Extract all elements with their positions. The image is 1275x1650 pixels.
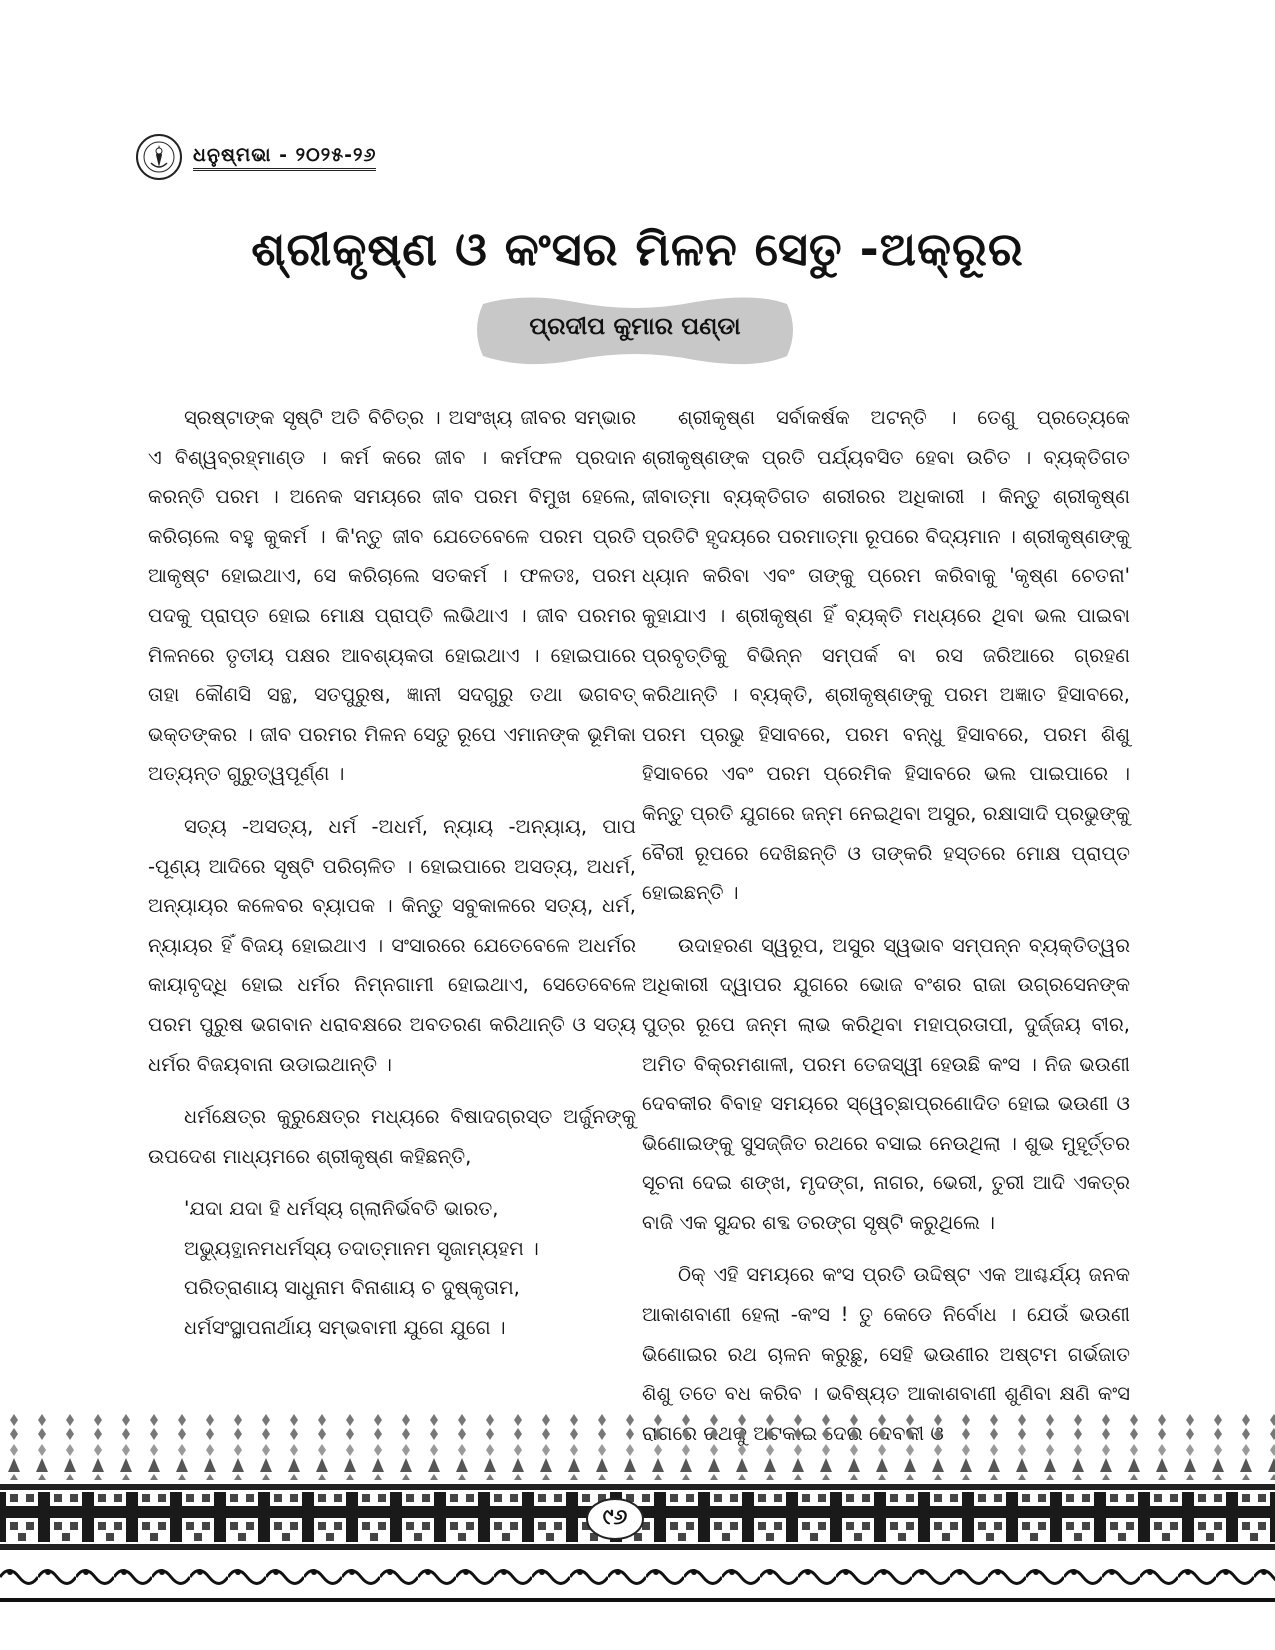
running-title: ଧନୁଷ୍ମଭା - ୨୦୨୫-୨୬ — [193, 144, 376, 171]
gita-verse — [184, 1189, 636, 1347]
paragraph: ଧର୍ମକ୍ଷେତ୍ର କୁରୁକ୍ଷେତ୍ର ମଧ୍ୟରେ ବିଷାଦଗ୍ରସ୍ତ ଅର୍ଜୁନଙ୍କୁ ଉପଦେଶ ମାଧ୍ୟମରେ ଶ୍ରୀକୃଷ୍ଣ କହିଛନ୍ତି, — [148, 1105, 636, 1168]
author-banner — [465, 290, 805, 372]
paragraph: ଠିକ୍ ଏହି ସମୟରେ କଂସ ପ୍ରତି ଉଦ୍ଦିଷ୍ଟ ଏକ ଆଶ୍ଚର୍ଯ୍ୟ ଜନକ ଆକାଶବାଣୀ ହେଲା -କଂସ ! ତୁ କେଡେ ନିର୍ବୋଧ । ଯେଉଁ ଭଉଣୀ ଭିଣୋଇର ରଥ ଚାଳନ କରୁଛୁ, ସେହି ଭଉଣୀର ଅଷ୍ଟମ ଗର୍ଭଜାତ ଶିଶୁ ତତେ ବଧ କରିବ । ଭବିଷ୍ୟତ ଆକାଶବାଣୀ ଶୁଣିବା କ୍ଷଣି କଂସ — [642, 1263, 1130, 1406]
article-title: ଶ୍ରୀକୃଷ୍ଣ ଓ କଂସର ମିଳନ ସେତୁ -ଅକ୍ରୂର — [251, 222, 1024, 276]
verse-line: ପରିତ୍ରାଣାୟ ସାଧୁନାମ ବିନାଶାୟ ଚ ଦୁଷ୍କୃତାମ, — [184, 1276, 520, 1300]
author-name: ପ୍ରଦୀପ କୁମାର ପଣ୍ଡା — [529, 312, 741, 340]
page-number: ୯୬ — [602, 1505, 628, 1530]
seal-logo-icon — [135, 133, 183, 181]
left-column — [148, 398, 636, 1348]
right-column — [642, 398, 1130, 1466]
page-header — [135, 132, 376, 182]
verse-line: ଧର୍ମସଂସ୍ଥାପନାର୍ଥାୟ ସମ୍ଭବାମୀ ଯୁଗେ ଯୁଗେ । — [184, 1316, 506, 1340]
page-number-badge — [585, 1497, 645, 1541]
paragraph: ସ୍ରଷ୍ଟାଙ୍କ ସୃଷ୍ଟି ଅତି ବିଚିତ୍ର । ଅସଂଖ୍ୟ ଜୀବର ସମ୍ଭାର ଏ ବିଶ୍ୱବ୍ରହ୍ମାଣ୍ଡ । କର୍ମ କରେ ଜୀବ । କର୍ମଫଳ ପ୍ରଦାନ କରନ୍ତି ପରମ । ଅନେକ ସମୟରେ ଜୀବ ପରମ ବିମୁଖ ହେଲେ, କରିଚାଲେ ବହୁ କୁକର୍ମ । କି'ନ୍ତୁ ଜୀବ ଯେତେବେଳେ ପରମ ପ୍ରତି ଆକୃଷ୍ଟ ହୋଇଥାଏ, ସେ କରିଚାଲେ ସତକର୍ମ । ଫଳତଃ, ପରମ ପଦକୁ ପ୍ରାପ୍ତ ହୋଇ ମୋକ୍ଷ ପ୍ରାପ୍ତି ଲଭିଥାଏ । ଜୀବ ପରମର ମିଳନରେ ତୃତୀୟ ପକ୍ଷର ଆବଶ୍ୟକତା ହୋଇଥାଏ । ହୋଇପାରେ ତାହା କୌଣସି ସନ୍ଥ, ସତପୁରୁଷ, ଜ୍ଞାନୀ ସଦଗୁରୁ ତଥା ଭଗବତ୍ ଭକ୍ତଙ୍କର । ଜୀବ ପରମର ମିଳନ ସେତୁ ରୂପେ ଏମାନଙ୍କ ଭୂମିକା ଅତ୍ୟନ୍ତ ଗୁରୁତ୍ୱପୂର୍ଣ୍ଣ । — [148, 406, 636, 786]
verse-line: ଅଭ୍ୟୁତ୍ଥାନମଧର୍ମସ୍ୟ ତଦାତ୍ମାନମ ସୃଜାମ୍ୟହମ । — [184, 1236, 539, 1260]
verse-line: 'ଯଦା ଯଦା ହି ଧର୍ମସ୍ୟ ଗ୍ଲାନିର୍ଭବତି ଭାରତ, — [184, 1197, 499, 1221]
paragraph: ଶ୍ରୀକୃଷ୍ଣ ସର୍ବାକର୍ଷକ ଅଟନ୍ତି । ତେଣୁ ପ୍ରତ୍ୟେକେ ଶ୍ରୀକୃଷ୍ଣଙ୍କ ପ୍ରତି ପର୍ଯ୍ୟବସିତ ହେବା ଉଚିତ । ବ୍ୟକ୍ତିଗତ ଜୀବାତ୍ମା ବ୍ୟକ୍ତିଗତ ଶରୀରର ଅଧିକାରୀ । କିନ୍ତୁ ଶ୍ରୀକୃଷ୍ଣ ପ୍ରତିଟି ହୃଦୟରେ ପରମାତ୍ମା ରୂପରେ ବିଦ୍ୟମାନ । ଶ୍ରୀକୃଷ୍ଣଙ୍କୁ ଧ୍ୟାନ କରିବା ଏବଂ ତାଙ୍କୁ ପ୍ରେମ କରିବାକୁ 'କୃଷ୍ଣ ଚେତନା' କୁହାଯାଏ । ଶ୍ରୀକୃଷ୍ଣ ହିଁ ବ୍ୟକ୍ତି ମଧ୍ୟରେ ଥିବା ଭଲ ପାଇବା ପ୍ରବୃତ୍ତିକୁ ବିଭିନ୍ନ ସମ୍ପର୍କ ବା ରସ ଜରିଆରେ ଗ୍ରହଣ କରିଥାନ୍ତି । ବ୍ୟକ୍ତି, ଶ୍ରୀକୃଷ୍ଣଙ୍କୁ ପରମ ଅଜ୍ଞାତ ହିସାବରେ, ପରମ ପ୍ରଭୁ ହିସାବରେ, ପରମ ବନ୍ଧୁ ହିସାବରେ, ପରମ ଶିଶୁ ହିସାବରେ ଏବଂ ପରମ ପ୍ରେମିକ ହିସାବରେ ଭଲ ପାଇପାରେ । କିନ୍ତୁ ପ୍ରତି ଯୁଗରେ ଜନ୍ମ ନେଇଥିବା ଅସୁର, ରକ୍ଷାସାଦି ପ୍ରଭୁଙ୍କୁ ବୈରୀ ରୂପରେ ଦେଖିଛନ୍ତି ଓ ତାଙ୍କରି ହସ୍ତରେ ମୋକ୍ଷ ପ୍ରାପ୍ତ ହୋଇଛନ୍ତି । — [642, 406, 1130, 905]
paragraph: ସତ୍ୟ -ଅସତ୍ୟ, ଧର୍ମ -ଅଧର୍ମ, ନ୍ୟାୟ -ଅନ୍ୟାୟ, ପାପ -ପୂଣ୍ୟ ଆଦିରେ ସୃଷ୍ଟି ପରିଚାଳିତ । ହୋଇପାରେ ଅସତ୍ୟ, ଅଧର୍ମ, ଅନ୍ୟାୟର କଳେବର ବ୍ୟାପକ । କିନ୍ତୁ ସବୁକାଳରେ ସତ୍ୟ, ଧର୍ମ, ନ୍ୟାୟର ହିଁ ବିଜୟ ହୋଇଥାଏ । ସଂସାରରେ ଯେତେବେଳେ ଅଧର୍ମର କାୟାବୃଦ୍ଧି ହୋଇ ଧର୍ମର ନିମ୍ନଗାମୀ ହୋଇଥାଏ, ସେତେବେଳେ ପରମ ପୁରୁଷ ଭଗବାନ ଧରାବକ୍ଷରେ ଅବତରଣ କରିଥାନ୍ତି ଓ ସତ୍ୟ ଧର୍ମର ବିଜୟବାନା ଉଡାଇଥାନ୍ତି । — [148, 814, 636, 1076]
paragraph: ଉଦାହରଣ ସ୍ୱରୂପ, ଅସୁର ସ୍ୱଭାବ ସମ୍ପନ୍ନ ବ୍ୟକ୍ତିତ୍ୱର ଅଧିକାରୀ ଦ୍ୱାପର ଯୁଗରେ ଭୋଜ ବଂଶର ରାଜା ଉଗ୍ରସେନଙ୍କ ପୁତ୍ର ରୂପେ ଜନ୍ମ ଲାଭ କରିଥିବା ମହାପ୍ରତାପୀ, ଦୁର୍ଜ୍ଜୟ ବୀର, ଅମିତ ବିକ୍ରମଶାଳୀ, ପରମ ତେଜସ୍ୱୀ ହେଉଛି କଂସ । ନିଜ ଭଉଣୀ ଦେବକୀର ବିବାହ ସମୟରେ ସ୍ୱେଚ୍ଛାପ୍ରଣୋଦିତ ହୋଇ ଭଉଣୀ ଓ ଭିଣୋଇଙ୍କୁ ସୁସଜ୍ଜିତ ରଥରେ ବସାଇ ନେଉଥିଲା । ଶୁଭ ମୁହୂର୍ତ୍ତର ସୂଚନା ଦେଇ ଶଙ୍ଖ, ମୃଦଙ୍ଗ, ନାଗର, ଭେରୀ, ତୁରୀ ଆଦି ଏକତ୍ର ବାଜି ଏକ ସୁନ୍ଦର ଶବ୍ଦ ତରଙ୍ଗ ସୃଷ୍ଟି କରୁଥିଲେ । — [642, 933, 1130, 1234]
